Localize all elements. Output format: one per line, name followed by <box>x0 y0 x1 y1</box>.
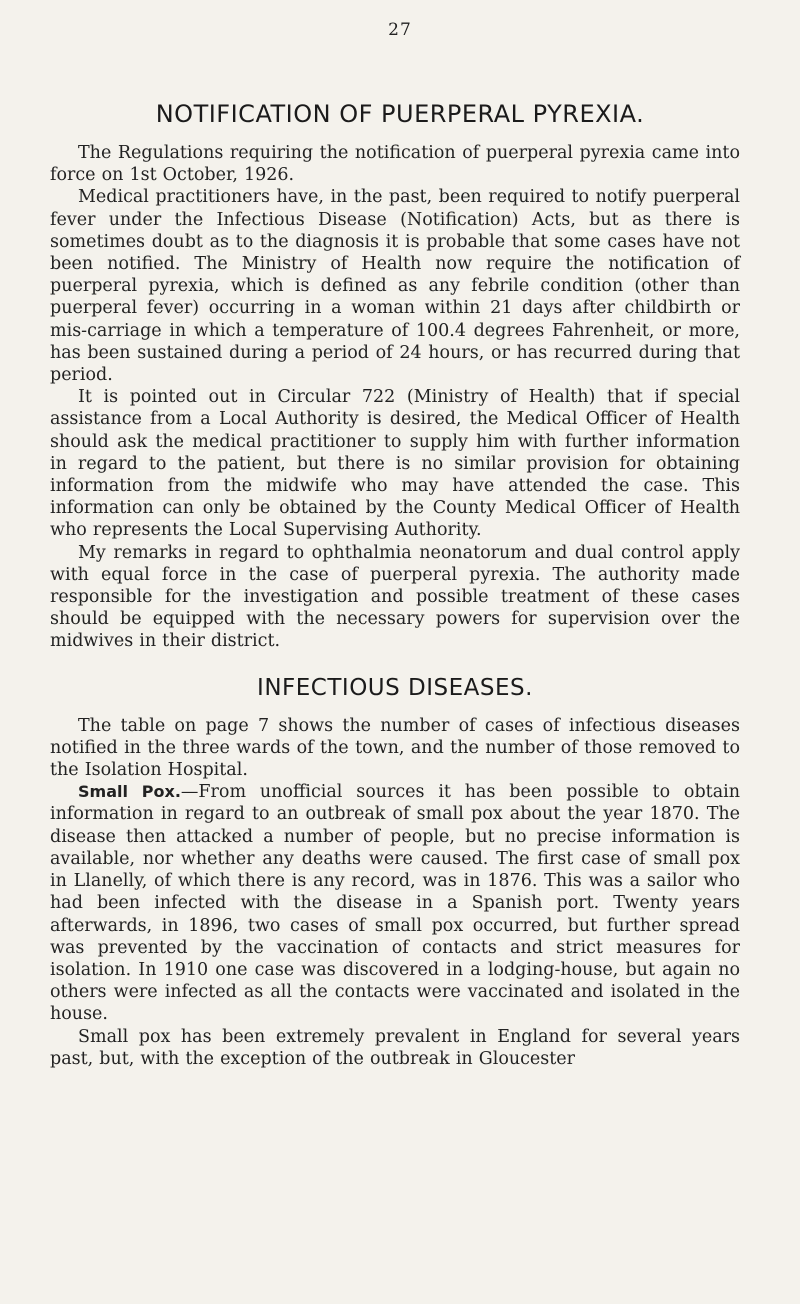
page-number: 27 <box>388 20 412 40</box>
smallpox-run-in-heading: Small Pox. <box>78 782 181 802</box>
smallpox-closing-paragraph: Small pox has been extremely prevalent in England for several years past, but, with the exception of the outbreak in Gloucester <box>50 1026 740 1069</box>
smallpox-text: —From unofficial sources it has been possible to obtain information in regard to an outbreak of small pox about the year 1870. The disease then attacked a number of people, but no precise information is available, nor whether any deaths were caused. The first case of small pox in Llanelly, of which there is any record, was in 1876. This was a sailor who had been infected with the disease in a Spanish port. Twenty years afterwards, in 1896, two cases of small pox occurred, but further spread was prevented by the vaccination of contacts and strict measures for isolation. In 1910 one case was discovered in a lodging-house, but again no others were infected as all the contacts were vaccinated and isolated in the house. <box>50 782 740 1025</box>
infectious-intro-paragraph: The table on page 7 shows the number of cases of infectious diseases notified in the three wards of the town, and the number of those removed to the Isolation Hospital. <box>50 715 740 781</box>
puerperal-paragraph-1: The Regulations requiring the notification of puerperal pyrexia came into force on 1st October, 1926. <box>50 143 740 186</box>
puerperal-heading: NOTIFICATION OF PUERPERAL PYREXIA. <box>155 100 645 128</box>
puerperal-paragraph-4: My remarks in regard to ophthalmia neonatorum and dual control apply with equal force in the case of puerperal pyrexia. The authority made responsible for the investigation and possible treatment of these cases should be equipped with the necessary powers for supervision over the midwives in their district. <box>50 542 740 652</box>
smallpox-paragraph <box>50 781 740 1025</box>
puerperal-paragraph-3: It is pointed out in Circular 722 (Ministry of Health) that if special assistance from a Local Authority is desired, the Medical Officer of Health should ask the medical practitioner to supply him with further information in regard to the patient, but there is no similar provision for obtaining information from the midwife who may have attended the case. This information can only be obtained by the County Medical Officer of Health who represents the Local Supervising Authority. <box>50 387 740 541</box>
puerperal-paragraph-2: Medical practitioners have, in the past, been required to notify puerperal fever under the Infectious Disease (Notification) Acts, but as there is sometimes doubt as to the diagnosis it is probable that some cases have not been notified. The Ministry of Health now require the notification of puerperal pyrexia, which is defined as any febrile condition (other than puerperal fever) occurring in a woman within 21 days after childbirth or mis-carriage in which a temperature of 100.4 degrees Fahrenheit, or more, has been sustained during a period of 24 hours, or has recurred during that period. <box>50 187 740 386</box>
page-content <box>50 100 740 1070</box>
infectious-heading: INFECTIOUS DISEASES. <box>257 674 533 701</box>
